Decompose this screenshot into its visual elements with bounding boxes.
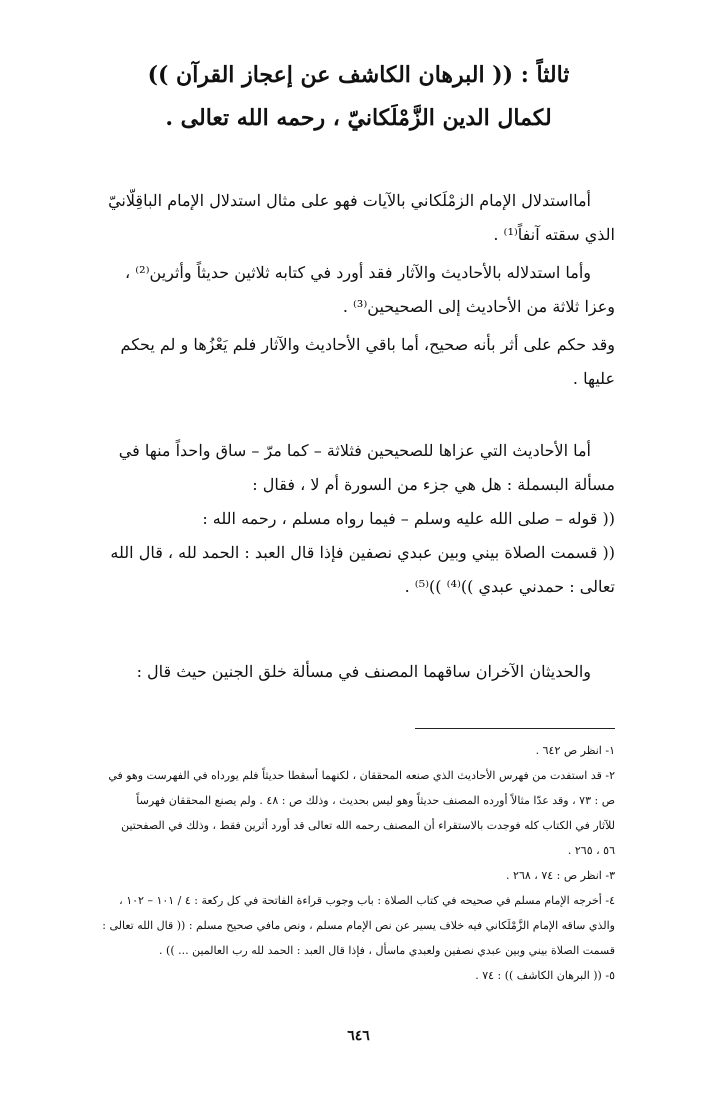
- text-line: والحديثان الآخران ساقهما المصنف في مسألة خلق الجنين حيث قال :: [136, 662, 591, 681]
- footnote: ١- انظر ص ٦٤٢ .: [535, 744, 615, 757]
- paragraph-embryo: [105, 655, 615, 689]
- footnotes: [100, 738, 615, 988]
- footnote: ص : ٧٣ ، وقد عدّا مثالاً أورده المصنف حديثاً وهو ليس بحديث ، وذلك ص : ٤٨ . ولم يصنع المحققان فهرساً: [136, 794, 615, 807]
- paragraph-verses: [105, 184, 615, 252]
- paragraph-authenticity: [105, 328, 615, 396]
- text-line: مسألة البسملة : هل هي جزء من السورة أم لا ، فقال :: [252, 475, 615, 494]
- footnote: للآثار في الكتاب كله فوجدت بالاستقراء أن المصنف رحمه الله تعالى قد أورد أثرين فقط ، وذلك في الصفحتين: [121, 819, 615, 832]
- footnote: ٥٦ ، ٢٦٥ .: [567, 844, 615, 857]
- paragraph-hadith-count: [105, 256, 615, 324]
- text-line: أمااستدلال الإمام الزمْلَكاني بالآيات فهو على مثال استدلال الإمام الباقِلّانيّ: [108, 191, 591, 210]
- text-line: الذي سقته آنفاً⁽¹⁾ .: [493, 225, 615, 244]
- footnote: ٢- قد استفدت من فهرس الأحاديث الذي صنعه المحققان ، لكنهما أسقطا حديثاً فلم يورداه في الفهرست وهو في: [108, 769, 615, 782]
- footnote: قسمت الصلاة بيني وبين عبدي نصفين ولعبدي ماسأل ، فإذا قال العبد : الحمد لله رب العالمين ... )) .: [159, 944, 615, 957]
- section-title: ثالثاً : (( البرهان الكاشف عن إعجاز القرآن )): [147, 62, 570, 88]
- text-line: عليها .: [572, 369, 615, 388]
- text-line: وأما استدلاله بالأحاديث والآثار فقد أورد في كتابه ثلاثين حديثاً وأثرين⁽²⁾ ،: [124, 263, 591, 282]
- text-line: (( قسمت الصلاة بيني وبين عبدي نصفين فإذا قال العبد : الحمد لله ، قال الله: [110, 543, 615, 562]
- text-line: وقد حكم على أثر بأنه صحيح، أما باقي الأحاديث والآثار فلم يَعْزُها و لم يحكم: [120, 335, 615, 354]
- footnote: ٤- أخرجه الإمام مسلم في صحيحه في كتاب الصلاة : باب وجوب قراءة الفاتحة في كل ركعة : ٤ / ١٠١ – ١٠٢ ،: [119, 894, 615, 907]
- footnote: ٣- انظر ص : ٧٤ ، ٢٦٨ .: [506, 869, 615, 882]
- text-line: وعزا ثلاثة من الأحاديث إلى الصحيحين⁽³⁾ .: [342, 297, 615, 316]
- footnote-divider: [415, 728, 615, 729]
- section-subtitle: لكمال الدين الزَّمْلَكانيّ ، رحمه الله تعالى .: [165, 105, 552, 131]
- page-number: ٦٤٦: [347, 1028, 370, 1044]
- text-line: أما الأحاديث التي عزاها للصحيحين فثلاثة – كما مرّ – ساق واحداً منها في: [118, 441, 591, 460]
- text-line: تعالى : حمدني عبدي ))⁽⁴⁾ ))⁽⁵⁾ .: [404, 577, 615, 596]
- footnote: ٥- (( البرهان الكاشف )) : ٧٤ .: [475, 969, 615, 982]
- text-line: (( قوله – صلى الله عليه وسلم – فيما رواه مسلم ، رحمه الله :: [202, 509, 615, 528]
- paragraph-sahihain: [105, 434, 615, 604]
- footnote: والذي ساقه الإمام الزَّمْلَكاني فيه خلاف يسير عن نص الإمام مسلم ، ونص مافي صحيح مسلم : (( قال الله تعالى :: [102, 919, 615, 932]
